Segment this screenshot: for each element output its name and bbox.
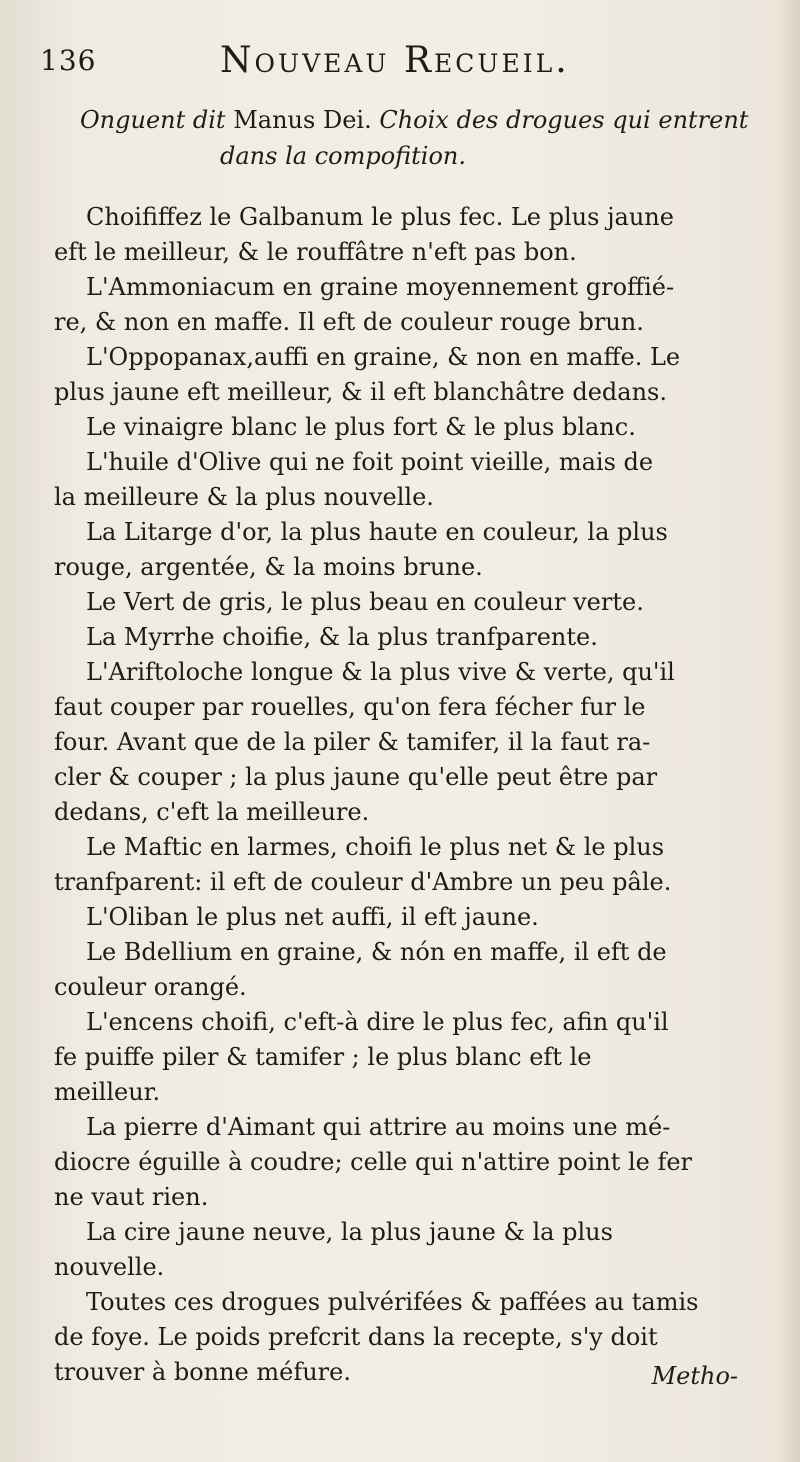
text-line: rouge, argentée, & la moins brune. <box>54 553 483 581</box>
title-onguent: Onguent dit <box>80 106 226 134</box>
text-line: couleur orangé. <box>54 973 247 1001</box>
page-number: 136 <box>40 44 97 77</box>
text-line: diocre éguille à coudre; celle qui n'attire point le fer <box>54 1148 693 1176</box>
text-line: dedans, c'eft la meilleure. <box>54 798 370 826</box>
text-line: four. Avant que de la piler & tamifer, il la faut ra- <box>54 728 651 756</box>
section-title <box>40 102 760 174</box>
page-header <box>40 40 760 90</box>
text-line: L'Ariftoloche longue & la plus vive & verte, qu'il <box>86 658 675 686</box>
text-line: la meilleure & la plus nouvelle. <box>54 483 434 511</box>
text-line: Le Maftic en larmes, choifi le plus net & le plus <box>86 833 665 861</box>
text-line: L'Oliban le plus net auffi, il eft jaune. <box>86 903 539 931</box>
text-line: L'encens choifi, c'eft-à dire le plus fec, afin qu'il <box>86 1008 669 1036</box>
title-line-2: dans la compofition. <box>220 142 467 170</box>
text-line: L'Ammoniacum en graine moyennement groffié- <box>86 273 675 301</box>
text-line: plus jaune eft meilleur, & il eft blanchâtre dedans. <box>54 378 667 406</box>
text-line: Le Vert de gris, le plus beau en couleur verte. <box>86 588 644 616</box>
title-choix: Choix des drogues qui entrent <box>379 106 749 134</box>
text-line: faut couper par rouelles, qu'on fera fécher fur le <box>54 693 646 721</box>
text-line: Le Bdellium en graine, & nón en maffe, il eft de <box>86 938 667 966</box>
text-line: Toutes ces drogues pulvérifées & paffées au tamis <box>86 1288 699 1316</box>
text-line: trouver à bonne méfure. <box>54 1358 351 1386</box>
text-line: Choififfez le Galbanum le plus fec. Le plus jaune <box>86 203 674 231</box>
title-manus-dei: Manus Dei. <box>233 106 372 134</box>
running-head: Nouveau Recueil. <box>220 40 570 81</box>
text-line: L'huile d'Olive qui ne foit point vieille, mais de <box>86 448 654 476</box>
text-line: de foye. Le poids prefcrit dans la recepte, s'y doit <box>54 1323 658 1351</box>
page-edge-shadow <box>778 0 800 1462</box>
text-line: La pierre d'Aimant qui attrire au moins une mé- <box>86 1113 671 1141</box>
text-line: nouvelle. <box>54 1253 165 1281</box>
text-line: ne vaut rien. <box>54 1183 209 1211</box>
text-line: La cire jaune neuve, la plus jaune & la plus <box>86 1218 613 1246</box>
text-line: Le vinaigre blanc le plus fort & le plus blanc. <box>86 413 636 441</box>
page-body <box>54 200 776 1390</box>
text-line: La Litarge d'or, la plus haute en couleur, la plus <box>86 518 668 546</box>
text-line: re, & non en maffe. Il eft de couleur rouge brun. <box>54 308 644 336</box>
text-line: eft le meilleur, & le rouffâtre n'eft pas bon. <box>54 238 577 266</box>
text-line: L'Oppopanax,auffi en graine, & non en maffe. Le <box>86 343 681 371</box>
catchword: Metho- <box>651 1362 738 1390</box>
title-line-1 <box>40 102 760 138</box>
text-line: tranfparent: il eft de couleur d'Ambre un peu pâle. <box>54 868 672 896</box>
text-line: fe puiffe piler & tamifer ; le plus blanc eft le <box>54 1043 592 1071</box>
text-line: meilleur. <box>54 1078 161 1106</box>
text-line: La Myrrhe choifie, & la plus tranfparente. <box>86 623 598 651</box>
text-line: cler & couper ; la plus jaune qu'elle peut être par <box>54 763 658 791</box>
